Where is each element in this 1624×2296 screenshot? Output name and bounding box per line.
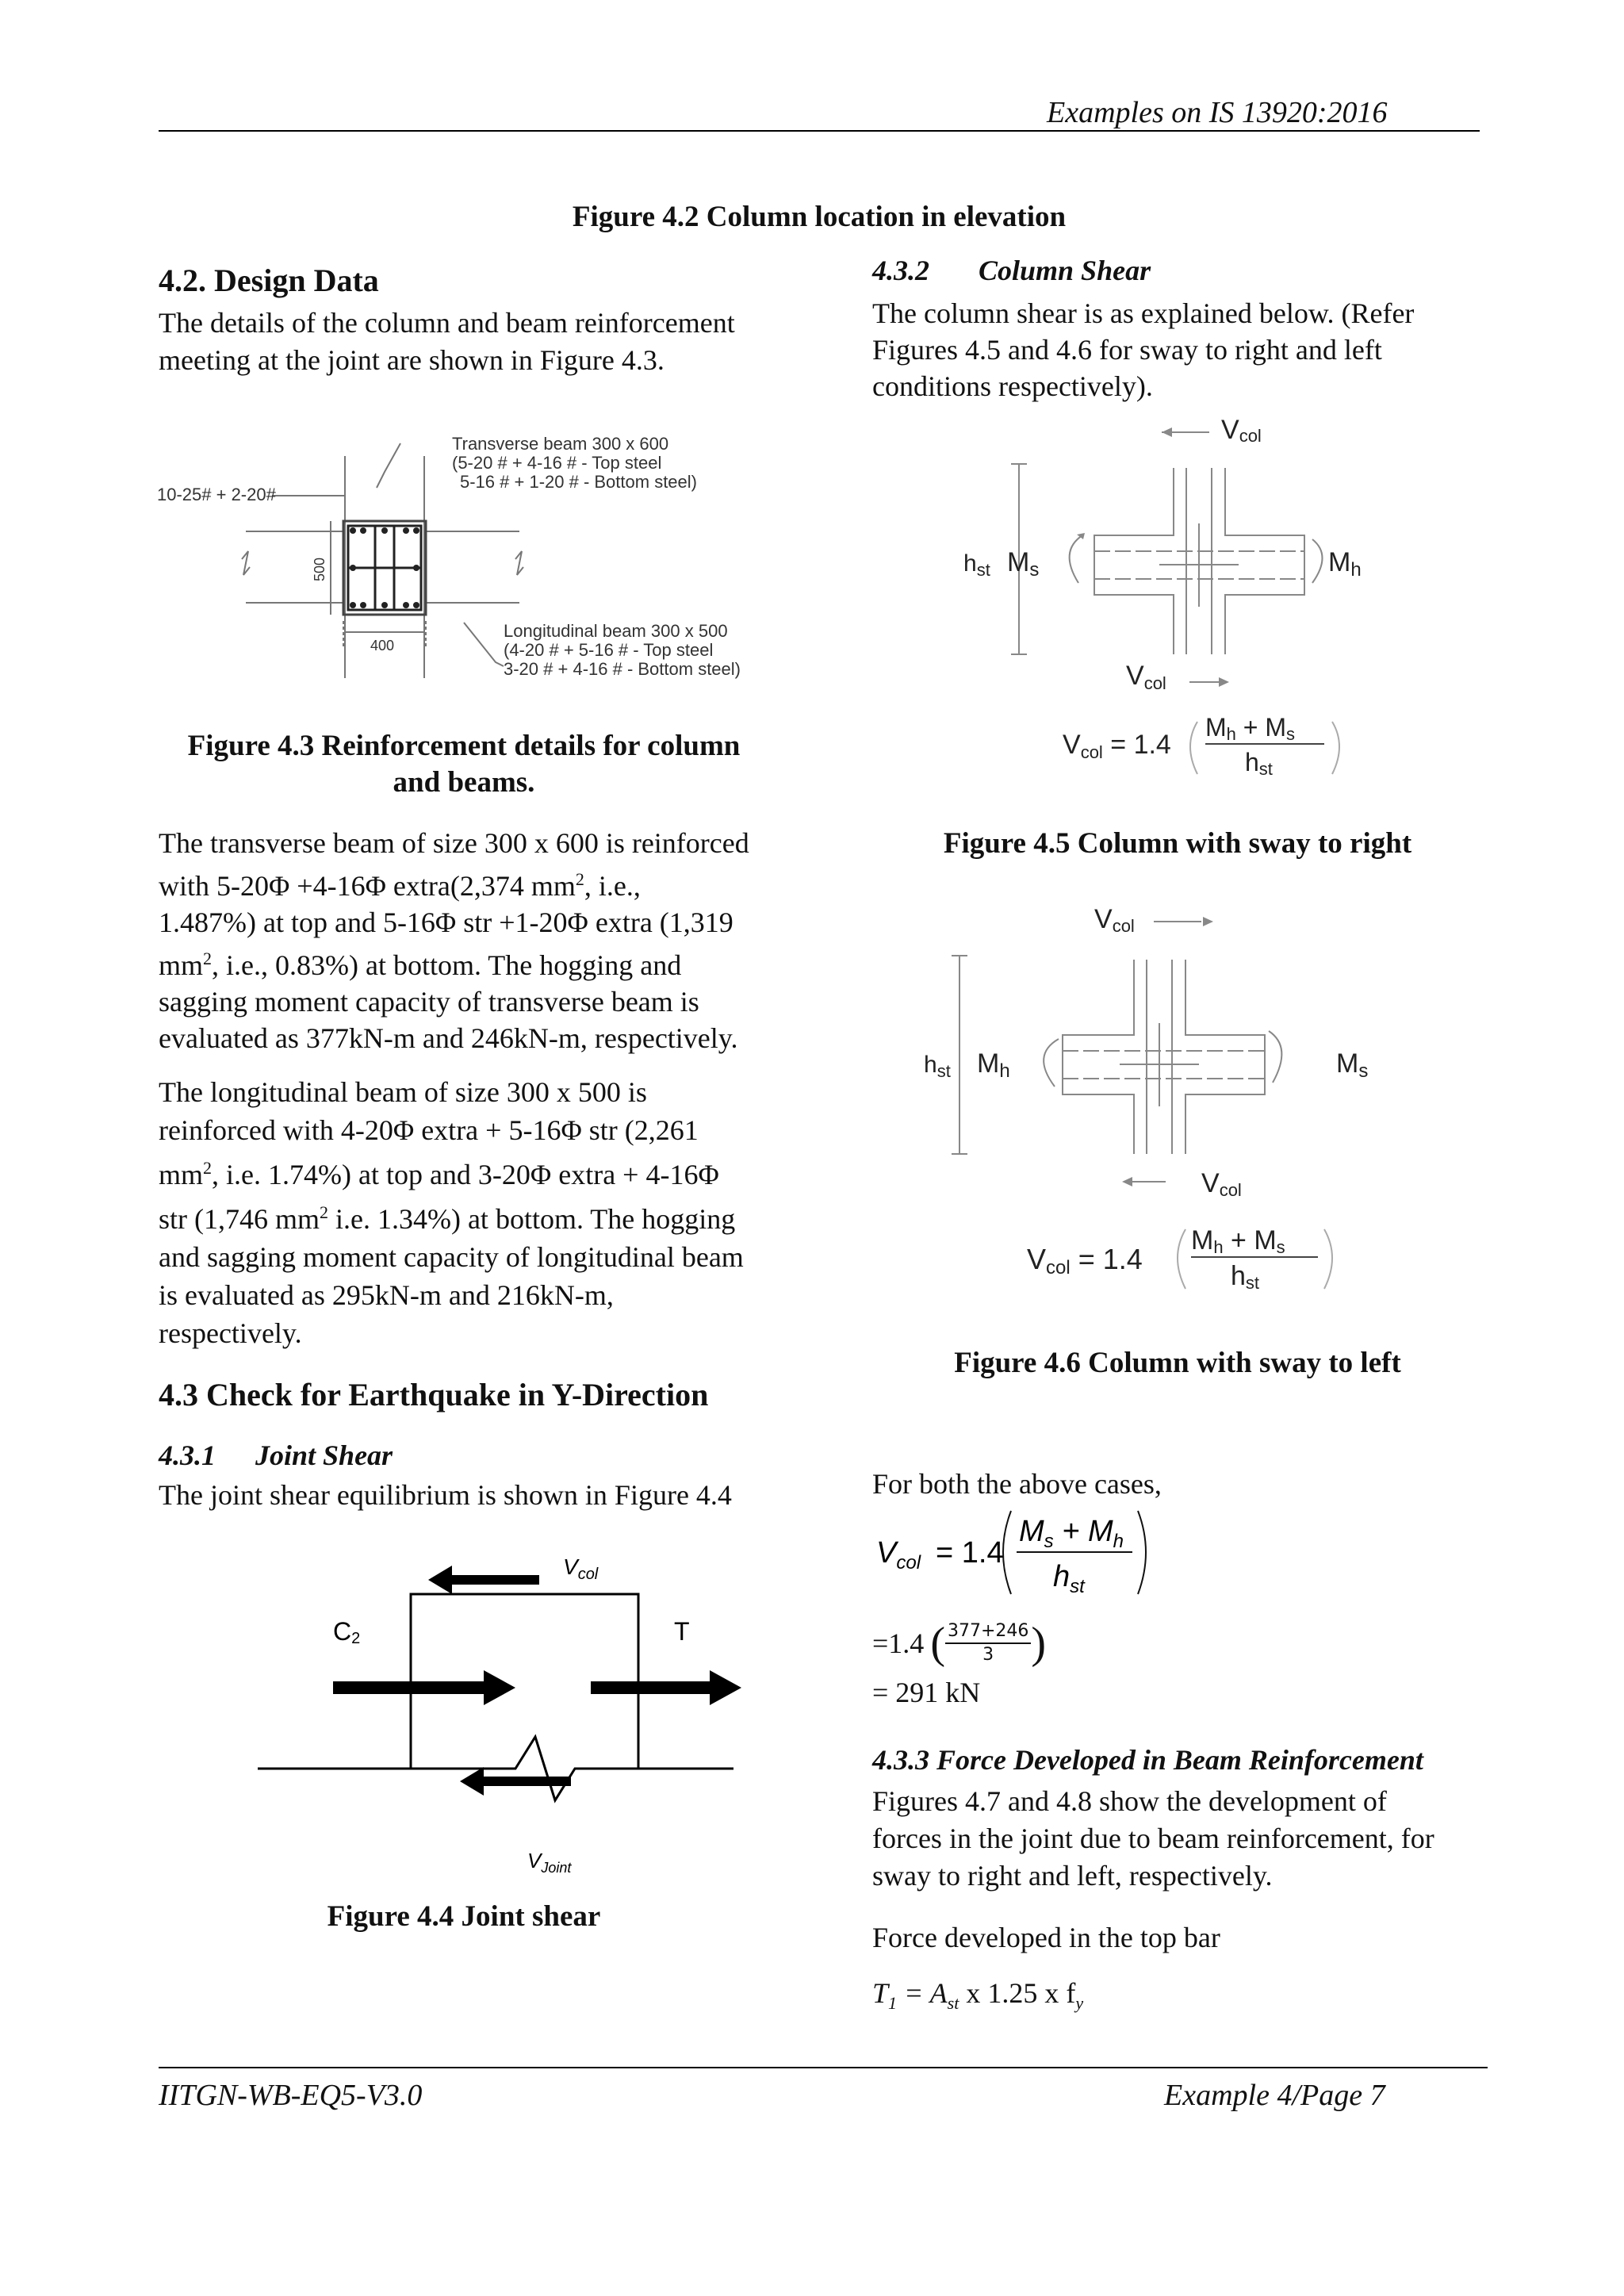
figure-4-4-drawing: [254, 1531, 745, 1880]
fig46-ms: Ms: [1336, 1048, 1369, 1082]
fig46-eq-den: hst: [1231, 1261, 1260, 1293]
para-long-line: [159, 1194, 769, 1238]
para-long-line: and sagging moment capacity of longitudinal beam: [159, 1241, 744, 1273]
fig45-eq-lhs: Vcol = 1.4: [1063, 730, 1171, 762]
figure-4-4-caption: Figure 4.4 Joint shear: [327, 1900, 601, 1933]
column-shear-line: The column shear is as explained below. (Refer: [872, 297, 1415, 329]
fig43-trans-label-1: Transverse beam 300 x 600: [452, 434, 669, 454]
svg-text:Ms + Mh: $M_s + M_h$: [1019, 1515, 1124, 1552]
fig43-dim-500: 500: [312, 557, 327, 581]
column-shear-line: Figures 4.5 and 4.6 for sway to right and left: [872, 334, 1382, 366]
section-4-2-intro: The details of the column and beam reinforcement meeting at the joint are shown in Figure 4.3.: [159, 307, 735, 376]
figure-4-6-drawing: [912, 888, 1388, 1309]
force-top-bar-text: Force developed in the top bar: [872, 1922, 1220, 1953]
calc-fraction-den: 3: [982, 1645, 994, 1665]
beam-force-text: [872, 1783, 1483, 1895]
subsection-4-3-1-heading: [159, 1439, 393, 1472]
fig44-vjoint-label: $V_{Joint}$: [527, 1849, 572, 1876]
running-header: Examples on IS 13920:2016: [1047, 96, 1388, 129]
para-trans-line: The transverse beam of size 300 x 600 is reinforced: [159, 827, 749, 859]
fig44-t-label: T: [674, 1617, 690, 1646]
ast-sub: st: [947, 1993, 959, 2014]
para-trans-text: mm: [159, 949, 204, 981]
calc-fraction-num: 377+246: [945, 1620, 1031, 1644]
superscript: 2: [203, 949, 213, 968]
fy-sub: y: [1075, 1993, 1084, 2014]
para-long-line: reinforced with 4-20Φ extra + 5-16Φ str (2,261: [159, 1114, 699, 1146]
t1-equation: [872, 1976, 1083, 2014]
para-trans-text: with 5-20Φ +4-16Φ extra(2,374 mm: [159, 870, 576, 902]
svg-text:= 1.4: = 1.4: [936, 1536, 1004, 1570]
fig43-long-label-1: Longitudinal beam 300 x 500: [504, 621, 728, 641]
calc-line-3: = 291 kN: [872, 1677, 981, 1708]
t1-rest: x 1.25 x f: [959, 1977, 1076, 2009]
column-shear-text: [872, 295, 1483, 404]
fig46-hst: $h_{st}$: [924, 1052, 951, 1081]
footer-right: Example 4/Page 7: [1164, 2079, 1385, 2112]
left-paren: (: [930, 1619, 945, 1668]
section-4-2-heading: 4.2. Design Data: [159, 263, 379, 298]
svg-text:Vcol: $V_{col}$: [876, 1536, 921, 1573]
figure-4-3-caption-line1: Figure 4.3 Reinforcement details for column: [187, 730, 741, 762]
para-trans-text: , i.e.,: [584, 870, 641, 902]
para-long-text: , i.e. 1.74%) at top and 3-20Φ extra + 4-16Φ: [212, 1159, 719, 1190]
para-long-line: respectively.: [159, 1317, 302, 1349]
fig43-long-label-3: 3-20 # + 4-16 # - Bottom steel): [504, 659, 741, 679]
subsection-4-3-3-heading: 4.3.3 Force Developed in Beam Reinforcement: [872, 1744, 1423, 1776]
calc-line-2-prefix: =1.4: [872, 1627, 925, 1659]
para-long-line: [159, 1149, 769, 1194]
fig46-eq-lhs: Vcol = 1.4: [1027, 1243, 1143, 1278]
header-rule: [159, 130, 1480, 132]
superscript: 2: [203, 1158, 213, 1178]
subsection-number: 4.3.1: [159, 1439, 216, 1471]
fig45-eq-num: Mh + Ms: [1205, 713, 1296, 744]
fig46-eq-num: Mh + Ms: [1191, 1225, 1285, 1257]
calc-line-2: [872, 1618, 1046, 1669]
fig44-vcol-label: $V_{col}$: [563, 1554, 599, 1583]
fig44-c2-label: C2: [333, 1617, 361, 1647]
joint-shear-text: The joint shear equilibrium is shown in Figure 4.4: [159, 1479, 732, 1511]
figure-4-5-caption: Figure 4.5 Column with sway to right: [943, 827, 1412, 860]
t1: T: [872, 1977, 889, 2009]
para-long-line: The longitudinal beam of size 300 x 500 is: [159, 1076, 647, 1108]
paragraph-transverse-beam: [159, 825, 769, 1056]
figure-4-3-caption: [159, 728, 769, 801]
fig46-vcol-top: Vcol: [1094, 904, 1135, 936]
calc-equation-1: [872, 1503, 1158, 1606]
beam-force-line: Figures 4.7 and 4.8 show the development of: [872, 1785, 1387, 1817]
superscript: 2: [575, 869, 584, 889]
fig43-dim-400: 400: [370, 638, 395, 654]
para-trans-text: , i.e., 0.83%) at bottom. The hogging and: [212, 949, 682, 981]
para-trans-line: sagging moment capacity of transverse beam is: [159, 986, 699, 1018]
beam-force-line: sway to right and left, respectively.: [872, 1860, 1273, 1892]
figure-4-6-caption: Figure 4.6 Column with sway to left: [954, 1347, 1401, 1379]
right-paren: ): [1031, 1619, 1047, 1668]
para-trans-line: [159, 941, 769, 983]
calc-intro: For both the above cases,: [872, 1468, 1162, 1500]
fig45-mh: Mh: [1328, 547, 1362, 581]
beam-force-line: forces in the joint due to beam reinforcement, for: [872, 1823, 1434, 1854]
fig43-trans-label-2: (5-20 # + 4-16 # - Top steel: [452, 453, 662, 473]
figure-4-3-drawing: [155, 424, 773, 694]
column-shear-line: conditions respectively).: [872, 370, 1153, 402]
footer-left: IITGN-WB-EQ5-V3.0: [159, 2079, 423, 2112]
para-long-line: is evaluated as 295kN-m and 216kN-m,: [159, 1279, 614, 1311]
para-long-text: mm: [159, 1159, 204, 1190]
figure-4-3-caption-line2: and beams.: [393, 766, 535, 799]
fig43-long-label-2: (4-20 # + 5-16 # - Top steel: [504, 640, 714, 660]
subsection-number: 4.3.2: [872, 255, 929, 286]
fig45-vcol-bottom: Vcol: [1126, 661, 1166, 693]
figure-4-5-drawing: [952, 412, 1380, 793]
fig46-mh: Mh: [977, 1048, 1010, 1082]
subsection-title: Column Shear: [979, 255, 1151, 286]
t1-sub: 1: [888, 1993, 898, 2014]
svg-text:hst: $h_{st}$: [1053, 1560, 1085, 1597]
paragraph-longitudinal-beam: [159, 1073, 769, 1352]
para-trans-line: 1.487%) at top and 5-16Φ str +1-20Φ extra (1,319: [159, 907, 733, 938]
t1-eq: = A: [897, 1977, 948, 2009]
para-trans-line: evaluated as 377kN-m and 246kN-m, respectively.: [159, 1022, 738, 1054]
superscript: 2: [320, 1202, 328, 1222]
fig45-vcol-top: Vcol: [1221, 415, 1262, 446]
fig45-hst: $h_{st}$: [963, 550, 990, 580]
para-long-text: i.e. 1.34%) at bottom. The hogging: [328, 1203, 736, 1235]
fig43-column-label: 10-25# + 2-20#: [157, 485, 276, 504]
calc-fraction: [945, 1620, 1031, 1666]
subsection-4-3-2-heading: [872, 254, 1151, 287]
fig45-ms: Ms: [1007, 547, 1040, 581]
section-4-3-heading: 4.3 Check for Earthquake in Y-Direction: [159, 1377, 709, 1412]
fig46-vcol-bottom: Vcol: [1201, 1168, 1242, 1200]
footer-rule: [159, 2067, 1488, 2068]
para-long-text: str (1,746 mm: [159, 1203, 320, 1235]
figure-4-2-caption: Figure 4.2 Column location in elevation: [572, 201, 1067, 233]
fig43-trans-label-3: 5-16 # + 1-20 # - Bottom steel): [460, 472, 697, 492]
para-trans-line: [159, 861, 769, 904]
subsection-title: Joint Shear: [255, 1439, 393, 1471]
fig45-eq-den: hst: [1245, 748, 1273, 779]
